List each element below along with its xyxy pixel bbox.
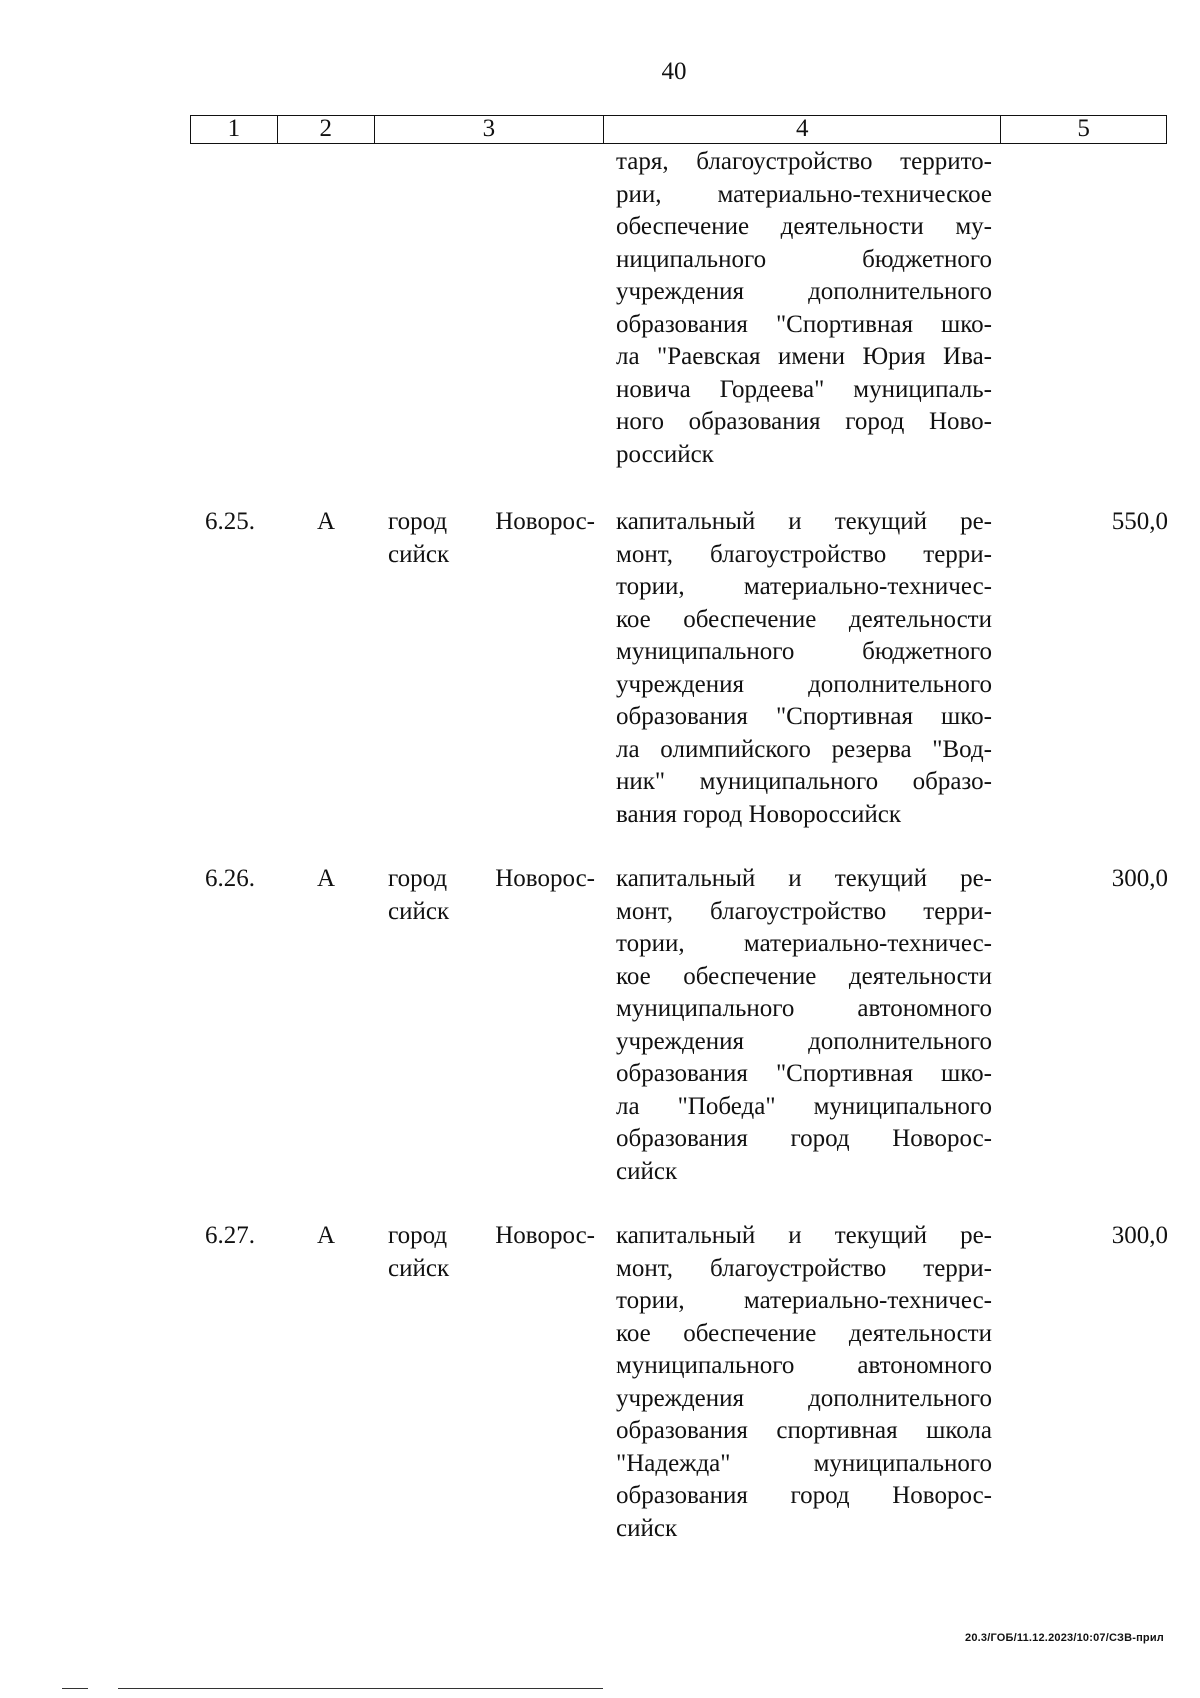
desc-line: ниципального бюджетного — [616, 245, 992, 273]
location-line: город Новорос- — [388, 508, 595, 535]
location-line: город Новорос- — [388, 865, 595, 892]
desc-line: монт, благоустройство терри- — [616, 897, 992, 925]
desc-line: тории, материально-техничес- — [616, 1287, 992, 1314]
page-number: 40 — [661, 58, 687, 85]
desc-line: муниципального автономного — [616, 1352, 992, 1379]
row-description — [616, 1220, 992, 1545]
footer-rule-long — [118, 1688, 603, 1689]
table-header-row — [190, 115, 1167, 144]
desc-line: учреждения дополнительного — [616, 1384, 992, 1412]
desc-line: образования "Спортивная шко- — [616, 310, 992, 338]
row-number: 6.26. — [205, 865, 255, 892]
row-description — [616, 506, 992, 831]
desc-line: ла "Раевская имени Юрия Ива- — [616, 343, 992, 370]
row-amount: 550,0 — [1111, 508, 1168, 535]
row-amount: 300,0 — [1111, 1222, 1168, 1249]
row-location — [388, 863, 595, 928]
footer-document-code: 20.3/ГОБ/11.12.2023/10:07/СЗВ-прил — [965, 1632, 1164, 1644]
header-cell-1: 1 — [191, 116, 278, 143]
desc-line: капитальный и текущий ре- — [616, 508, 992, 535]
desc-line: обеспечение деятельности му- — [616, 213, 992, 240]
desc-line: учреждения дополнительного — [616, 278, 992, 305]
row-category: А — [317, 1222, 336, 1249]
desc-line: капитальный и текущий ре- — [616, 865, 992, 892]
desc-line: муниципального автономного — [616, 995, 992, 1022]
desc-line: вания город Новороссийск — [616, 800, 901, 828]
row-location — [388, 1220, 595, 1285]
location-line: сийск — [388, 1254, 450, 1282]
desc-line: учреждения дополнительного — [616, 1027, 992, 1055]
row-number: 6.25. — [205, 508, 255, 535]
desc-line: новича Гордеева" муниципаль- — [616, 375, 992, 403]
row-category: А — [317, 508, 336, 535]
header-cell-5: 5 — [1077, 115, 1090, 142]
desc-line: российск — [616, 440, 714, 468]
row-number: 6.27. — [205, 1222, 255, 1249]
desc-line: образования город Новорос- — [616, 1482, 992, 1509]
footer-rule-short — [62, 1688, 88, 1689]
desc-line: кое обеспечение деятельности — [616, 962, 992, 990]
desc-line: ник" муниципального образо- — [616, 768, 992, 795]
desc-line: кое обеспечение деятельности — [616, 605, 992, 633]
desc-line: таря, благоустройство террито- — [616, 148, 992, 175]
location-line: сийск — [388, 897, 450, 925]
location-line: город Новорос- — [388, 1222, 595, 1249]
desc-line: сийск — [616, 1514, 678, 1542]
desc-line: образования город Новорос- — [616, 1125, 992, 1152]
desc-line: рии, материально-техническое — [616, 180, 992, 208]
desc-line: ного образования город Ново- — [616, 408, 992, 435]
continued-description — [616, 146, 992, 471]
desc-line: капитальный и текущий ре- — [616, 1222, 992, 1249]
desc-line: тории, материально-техничес- — [616, 930, 992, 957]
desc-line: ла олимпийского резерва "Вод- — [616, 735, 992, 763]
row-description — [616, 863, 992, 1188]
desc-line: учреждения дополнительного — [616, 670, 992, 698]
row-location — [388, 506, 595, 571]
desc-line: тории, материально-техничес- — [616, 573, 992, 600]
desc-line: муниципального бюджетного — [616, 638, 992, 665]
row-category: А — [317, 865, 336, 892]
desc-line: образования спортивная школа — [616, 1417, 992, 1444]
desc-line: монт, благоустройство терри- — [616, 1254, 992, 1282]
desc-line: монт, благоустройство терри- — [616, 540, 992, 568]
desc-line: образования "Спортивная шко- — [616, 703, 992, 730]
desc-line: кое обеспечение деятельности — [616, 1319, 992, 1347]
desc-line: "Надежда" муниципального — [616, 1449, 992, 1477]
desc-line: ла "Победа" муниципального — [616, 1092, 992, 1120]
desc-line: сийск — [616, 1157, 678, 1185]
desc-line: образования "Спортивная шко- — [616, 1060, 992, 1087]
header-cell-4: 4 — [604, 116, 1001, 143]
location-line: сийск — [388, 540, 450, 568]
row-amount: 300,0 — [1111, 865, 1168, 892]
header-cell-3: 3 — [375, 116, 605, 143]
header-cell-2: 2 — [278, 116, 375, 143]
